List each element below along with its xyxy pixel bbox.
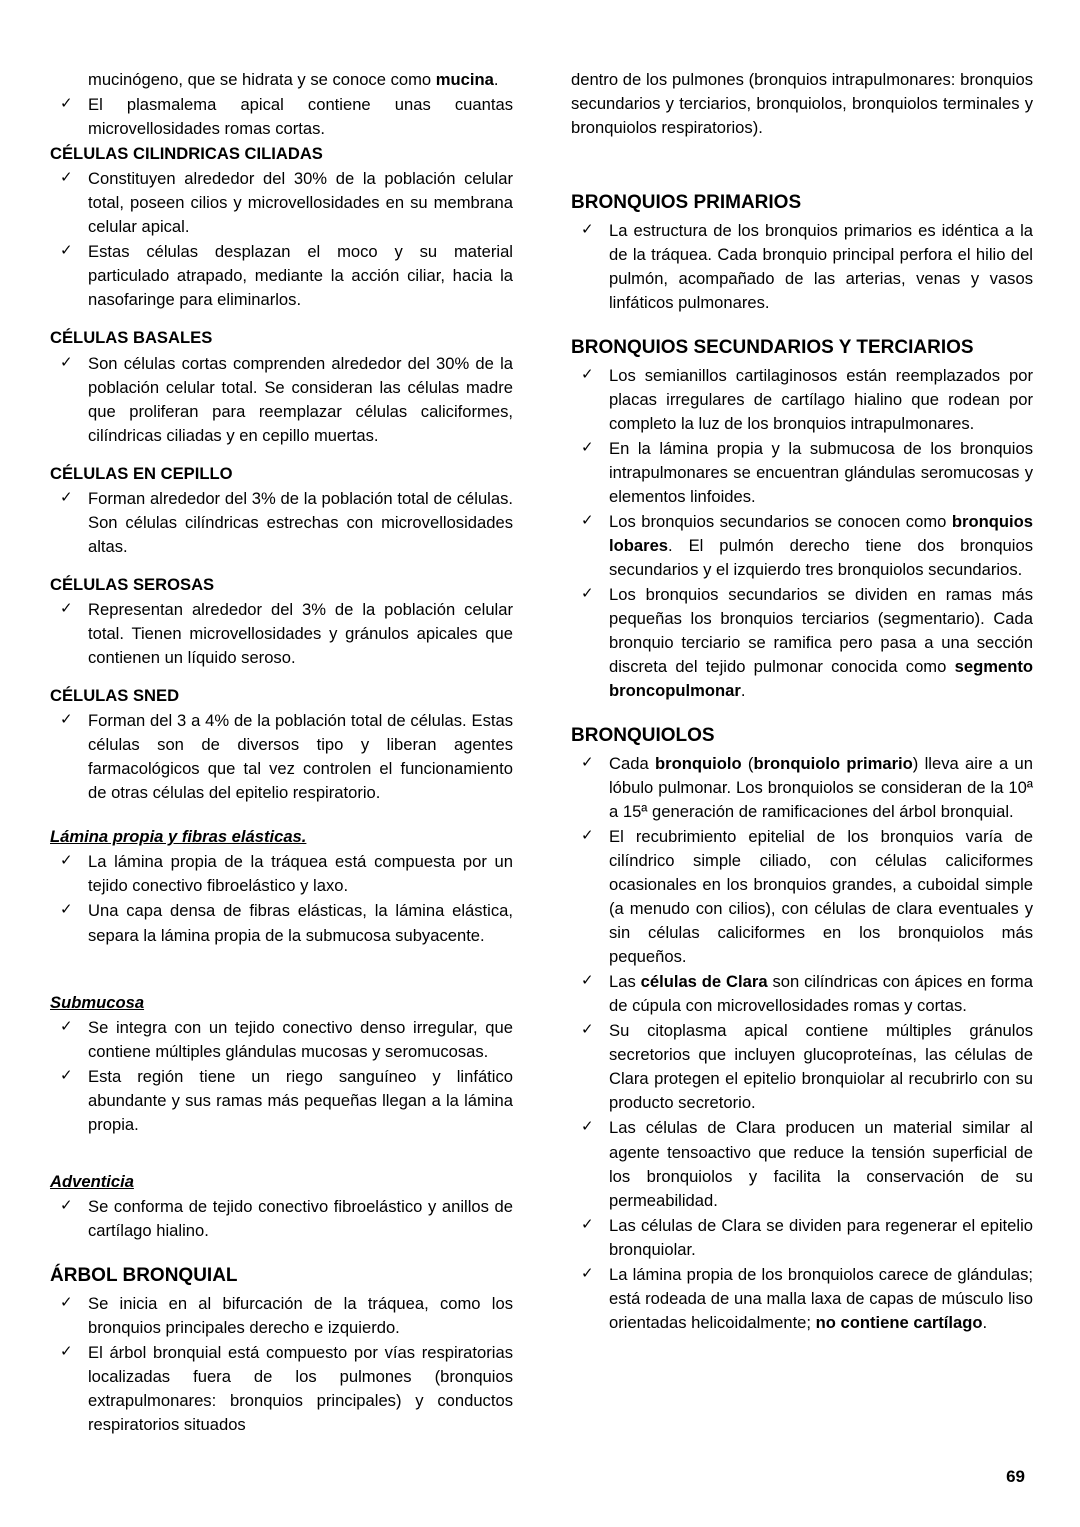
body-text: . El pulmón derecho tiene dos bronquios secundarios y el izquierdo tres bronquiolos secundarios. — [609, 535, 1033, 579]
body-text: Los bronquios secundarios se conocen como — [609, 511, 952, 531]
lamina-list — [50, 850, 513, 947]
body-text: Las células de Clara producen un material similar al agente tensoactivo que reduce la tensión superficial de los bronquiolos y facilita la conservación de su permeabilidad. — [609, 1118, 1033, 1210]
body-text: . — [740, 681, 746, 701]
section-list — [50, 598, 513, 670]
section-heading: CÉLULAS BASALES — [50, 328, 213, 348]
checkmark-icon: ✓ — [60, 711, 73, 729]
list-item — [571, 510, 1033, 582]
section-heading-adventicia: Adventicia — [50, 1171, 134, 1191]
list-item-text — [609, 827, 1033, 966]
section-list — [50, 487, 513, 559]
list-item-text: El árbol bronquial está compuesto por vías respiratorias localizadas fuera de los pulmones (bronquios extrapulmonares: bronquios principales) y conductos respiratorios situados — [88, 1342, 513, 1434]
section-list — [50, 352, 513, 448]
section-heading: CÉLULAS SEROSAS — [50, 574, 215, 594]
list-item-text — [609, 1265, 1033, 1332]
checkmark-icon: ✓ — [581, 1021, 594, 1039]
emphasis-text: bronquiolo primario — [753, 753, 913, 773]
emphasis-text: no contiene cartílago — [815, 1312, 983, 1332]
list-item-text: Son células cortas comprenden alrededor del 30% de la población celular total. Se consideran las células madre que proliferan para reemplazar células caliciformes, cilíndricas ciliadas y en cepillo muertas. — [88, 353, 513, 445]
body-text: Cada — [609, 753, 655, 773]
body-text: En la lámina propia y la submucosa de los bronquios intrapulmonares se encuentran glándulas seromucosas y elementos linfoides. — [609, 438, 1033, 506]
section-heading-lamina: Lámina propia y fibras elásticas. — [50, 827, 307, 847]
list-item — [571, 1019, 1033, 1115]
body-text: . — [982, 1312, 988, 1332]
checkmark-icon: ✓ — [581, 365, 594, 383]
checkmark-icon: ✓ — [581, 1118, 594, 1136]
section-heading-arbol-bronquial: ÁRBOL BRONQUIAL — [50, 1264, 238, 1286]
body-text: Los bronquios secundarios se dividen en ramas más pequeñas los bronquios terciarios (segmentario). Cada bronquio terciario se ramifica pero pasa a una sección discreta del tejido pulmonar conocida como — [609, 584, 1033, 677]
list-item-text — [609, 512, 1033, 579]
section-heading-submucosa: Submucosa — [50, 992, 145, 1012]
section-list — [50, 709, 513, 805]
checkmark-icon: ✓ — [60, 1293, 73, 1311]
list-item-text — [609, 1216, 1033, 1259]
section-heading: CÉLULAS EN CEPILLO — [50, 463, 233, 483]
section-list — [50, 167, 513, 312]
checkmark-icon: ✓ — [60, 852, 73, 870]
checkmark-icon: ✓ — [60, 599, 73, 617]
list-item — [571, 437, 1033, 509]
intro-text-1: mucinógeno, que se hidrata y se conoce como — [88, 70, 436, 89]
submucosa-list — [50, 1016, 513, 1137]
list-item-text — [609, 972, 1033, 1015]
body-text: ) lleva aire a un lóbulo pulmonar. Los bronquiolos se consideran de la 10ª a 15ª generación de ramificaciones del árbol bronquial. — [609, 753, 1033, 821]
body-text: Su citoplasma apical contiene múltiples gránulos secretorios que incluyen glucoproteínas, las células de Clara protegen el epitelio bronquiolar al recubrirlo con su producto secretorio. — [609, 1021, 1033, 1113]
intro-bold-1: mucina — [435, 70, 494, 89]
checkmark-icon: ✓ — [581, 826, 594, 844]
list-item-text: Constituyen alrededor del 30% de la población celular total, poseen cilios y microvellosidades en su membrana celular apical. — [88, 169, 513, 237]
bronquios-secundarios-list — [571, 364, 1033, 704]
checkmark-icon: ✓ — [581, 972, 594, 990]
checkmark-icon: ✓ — [60, 488, 73, 506]
list-item-text: Forman alrededor del 3% de la población total de células. Son células cilíndricas estrechas con microvellosidades altas. — [88, 488, 513, 556]
checkmark-icon: ✓ — [60, 1066, 73, 1084]
list-item — [50, 240, 513, 312]
section-heading-bronquios-secundarios: BRONQUIOS SECUNDARIOS Y TERCIARIOS — [571, 336, 974, 358]
list-item — [571, 1214, 1033, 1262]
list-item-text: Se inicia en al bifurcación de la tráquea, como los bronquios principales derecho e izquierdo. — [88, 1293, 513, 1337]
list-item — [50, 167, 513, 239]
checkmark-icon: ✓ — [581, 438, 594, 456]
body-text: Las — [609, 972, 641, 992]
checkmark-icon: ✓ — [60, 1017, 73, 1035]
list-item — [571, 1263, 1033, 1335]
list-item — [50, 1292, 513, 1340]
list-item — [571, 752, 1033, 824]
left-sections — [50, 142, 513, 805]
section-heading: CÉLULAS SNED — [50, 686, 180, 706]
adventicia-list — [50, 1195, 513, 1243]
checkmark-icon: ✓ — [60, 353, 73, 371]
list-item-text — [609, 585, 1033, 700]
list-item-text: Estas células desplazan el moco y su material particulado atrapado, mediante la acción ciliar, hacia la nasofaringe para eliminarlos. — [88, 242, 513, 310]
list-item-text: La estructura de los bronquios primarios es idéntica a la de la tráquea. Cada bronquio principal perfora el hilio del pulmón, acompañado de las arterias, venas y vasos linfáticos pulmonares. — [609, 220, 1033, 312]
right-column — [571, 68, 1033, 1438]
page-number: 69 — [1006, 1467, 1025, 1486]
list-item — [571, 364, 1033, 436]
list-item — [50, 598, 513, 670]
list-item — [571, 1116, 1033, 1212]
body-text: Los semianillos cartilaginosos están reemplazados por placas irregulares de cartílago hialino que rodean por completo la luz de los bronquios intrapulmonares. — [609, 365, 1033, 433]
section-heading: CÉLULAS CILINDRICAS CILIADAS — [50, 144, 323, 164]
list-item-text: Esta región tiene un riego sanguíneo y linfático abundante y sus ramas más pequeñas llegan a la lámina propia. — [88, 1066, 513, 1134]
checkmark-icon: ✓ — [60, 1342, 73, 1360]
list-item-text: La lámina propia de la tráquea está compuesta por un tejido conectivo fibroelástico y laxo. — [88, 852, 513, 896]
emphasis-text: bronquiolo — [654, 753, 742, 773]
body-text: ( — [741, 753, 754, 773]
list-item — [50, 850, 513, 898]
intro-list — [50, 68, 513, 141]
two-column-layout — [50, 68, 1033, 1438]
section-heading-bronquiolos: BRONQUIOLOS — [571, 725, 715, 747]
list-item-text — [609, 366, 1033, 433]
checkmark-icon: ✓ — [581, 511, 594, 529]
list-item-text — [609, 1118, 1033, 1209]
list-item — [50, 1341, 513, 1437]
list-item-text: Se integra con un tejido conectivo denso irregular, que contiene múltiples glándulas mucosas y seromucosas. — [88, 1017, 513, 1061]
arbol-bronquial-list — [50, 1292, 513, 1437]
checkmark-icon: ✓ — [581, 753, 594, 771]
list-item — [50, 1016, 513, 1064]
checkmark-icon: ✓ — [60, 901, 73, 919]
list-item — [50, 93, 513, 141]
intro-text-2: El plasmalema apical contiene unas cuantas microvellosidades romas cortas. — [88, 95, 513, 139]
list-item — [50, 352, 513, 448]
list-item-text — [609, 1021, 1033, 1112]
body-text: Las células de Clara se dividen para regenerar el epitelio bronquiolar. — [609, 1215, 1033, 1259]
list-item-text — [609, 439, 1033, 506]
checkmark-icon: ✓ — [60, 169, 73, 187]
list-item — [50, 899, 513, 947]
checkmark-icon: ✓ — [581, 220, 594, 238]
list-item-text: Forman del 3 a 4% de la población total de células. Estas células son de diversos tipo y liberan agentes farmacológicos que tal vez controlen el funcionamiento de otras células del epitelio respiratorio. — [88, 711, 513, 803]
checkmark-icon: ✓ — [60, 242, 73, 260]
left-column — [50, 68, 513, 1438]
list-item — [571, 583, 1033, 703]
body-text: son cilíndricas con ápices en forma de cúpula con microvellosidades romas y cortas. — [609, 972, 1033, 1016]
list-item — [571, 825, 1033, 969]
body-text: El recubrimiento epitelial de los bronquios varía de cilíndrico simple ciliado, con células caliciformes ocasionales en los bronquios grandes, a cuboidal simple (a menudo con cilios), con células de clara eventuales y sin células caliciformes en los bronquiolos más pequeños. — [609, 826, 1033, 967]
checkmark-icon: ✓ — [581, 1215, 594, 1233]
list-item — [50, 487, 513, 559]
intro-text-1-end: . — [493, 70, 499, 89]
checkmark-icon: ✓ — [581, 1264, 594, 1282]
list-item — [571, 970, 1033, 1018]
list-item-text: Una capa densa de fibras elásticas, la lámina elástica, separa la lámina propia de la submucosa subyacente. — [88, 901, 513, 945]
list-item — [571, 219, 1033, 315]
checkmark-icon: ✓ — [60, 95, 73, 113]
continuation-paragraph: dentro de los pulmones (bronquios intrapulmonares: bronquios secundarios y terciarios, bronquiolos, bronquiolos terminales y bronquiolos respiratorios). — [571, 70, 1033, 138]
body-text: La lámina propia de los bronquiolos carece de glándulas; está rodeada de una malla laxa de capas de músculo liso orientadas helicoidalmente; — [609, 1264, 1033, 1332]
list-item — [50, 1065, 513, 1137]
checkmark-icon: ✓ — [60, 1196, 73, 1214]
section-heading-bronquios-primarios: BRONQUIOS PRIMARIOS — [571, 192, 802, 214]
bronquios-primarios-list — [571, 219, 1033, 315]
emphasis-text: segmento broncopulmonar — [609, 657, 1033, 701]
list-item — [50, 709, 513, 805]
list-item-text — [609, 754, 1033, 821]
list-item-text: Se conforma de tejido conectivo fibroelástico y anillos de cartílago hialino. — [88, 1196, 513, 1240]
list-item — [50, 68, 513, 92]
list-item — [50, 1195, 513, 1243]
list-item-text: Representan alrededor del 3% de la población celular total. Tienen microvellosidades y gránulos apicales que contienen un líquido seroso. — [88, 599, 513, 668]
emphasis-text: bronquios lobares — [609, 511, 1033, 555]
bronquiolos-list — [571, 752, 1033, 1335]
emphasis-text: células de Clara — [640, 972, 768, 992]
checkmark-icon: ✓ — [581, 584, 594, 602]
